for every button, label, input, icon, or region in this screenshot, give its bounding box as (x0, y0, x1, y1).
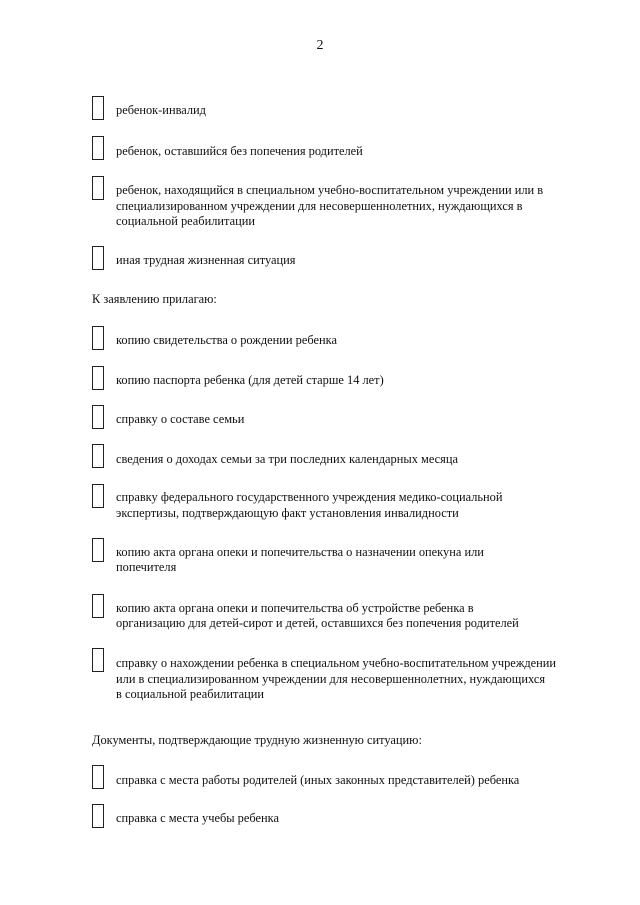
option-label: копию паспорта ребенка (для детей старше 14 лет) (116, 373, 384, 387)
documents-heading: Документы, подтверждающие трудную жизненную ситуацию: (92, 733, 422, 747)
page-number: 2 (316, 38, 324, 53)
option-label-line: копию акта органа опеки и попечительства о назначении опекуна или (116, 545, 484, 559)
checkbox[interactable] (92, 594, 104, 618)
option-label: справку о составе семьи (116, 412, 245, 426)
option-label: справка с места работы родителей (иных законных представителей) ребенка (116, 773, 520, 787)
checkbox[interactable] (92, 538, 104, 562)
checkbox[interactable] (92, 96, 104, 120)
option-label-line: копию акта органа опеки и попечительства об устройстве ребенка в (116, 601, 474, 615)
checkbox[interactable] (92, 136, 104, 160)
option-label: сведения о доходах семьи за три последних календарных месяца (116, 452, 458, 466)
option-label-line: организацию для детей-сирот и детей, оставшихся без попечения родителей (116, 616, 519, 630)
option-label-line: справку федерального государственного учреждения медико-социальной (116, 490, 503, 504)
option-label: копию свидетельства о рождении ребенка (116, 333, 337, 347)
checkbox[interactable] (92, 366, 104, 390)
checkbox[interactable] (92, 804, 104, 828)
checkbox[interactable] (92, 326, 104, 350)
option-label-line: ребенок, находящийся в специальном учебно-воспитательном учреждении или в (116, 183, 544, 197)
option-label-line: попечителя (116, 560, 177, 574)
option-label-line: или в специализированном учреждении для несовершеннолетних, нуждающихся (116, 672, 546, 686)
option-label: справка с места учебы ребенка (116, 811, 279, 825)
option-label: иная трудная жизненная ситуация (116, 253, 296, 267)
option-label-line: в социальной реабилитации (116, 687, 264, 701)
option-label: ребенок, оставшийся без попечения родителей (116, 144, 363, 158)
option-label-line: экспертизы, подтверждающую факт установления инвалидности (116, 506, 459, 520)
option-label: ребенок-инвалид (116, 103, 206, 117)
checkbox[interactable] (92, 484, 104, 508)
option-label-line: социальной реабилитации (116, 214, 256, 228)
checkbox[interactable] (92, 648, 104, 672)
option-label-line: справку о нахождении ребенка в специальном учебно-воспитательном учреждении (116, 656, 557, 670)
attach-heading: К заявлению прилагаю: (92, 292, 217, 306)
checkbox[interactable] (92, 176, 104, 200)
checkbox[interactable] (92, 246, 104, 270)
checkbox[interactable] (92, 444, 104, 468)
checkbox[interactable] (92, 765, 104, 789)
checkbox[interactable] (92, 405, 104, 429)
option-label-line: специализированном учреждении для несовершеннолетних, нуждающихся в (116, 199, 523, 213)
